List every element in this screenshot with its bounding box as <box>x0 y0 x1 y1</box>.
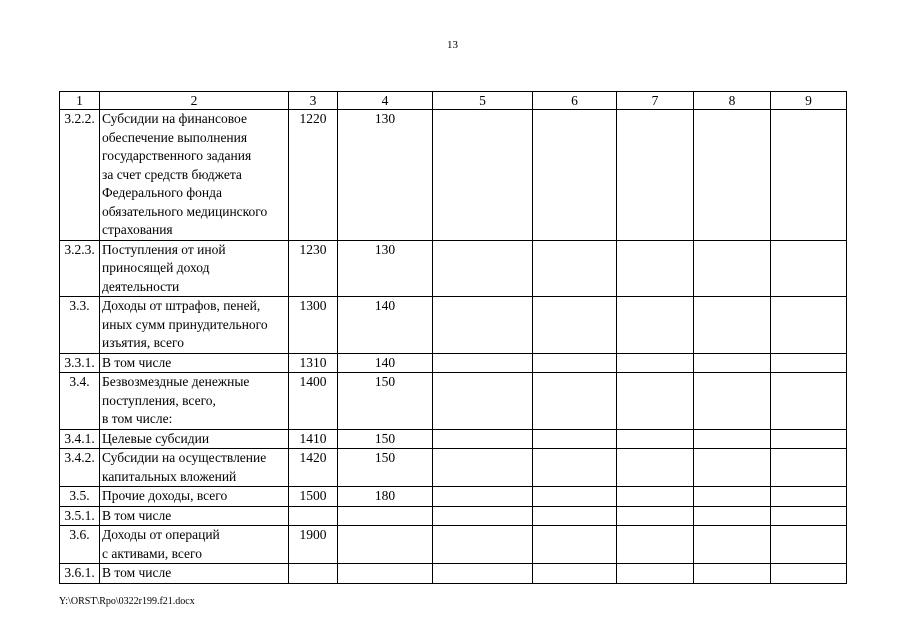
empty-value-cell <box>694 240 771 297</box>
row-description-cell <box>100 429 289 449</box>
row-description-cell <box>100 353 289 373</box>
empty-value-cell <box>617 373 694 430</box>
description-line: государственного задания <box>102 148 252 163</box>
table-row <box>60 297 847 354</box>
table-row <box>60 449 847 487</box>
empty-value-cell <box>433 353 533 373</box>
row-description-cell <box>100 487 289 507</box>
description-line: иных сумм принудительного <box>102 316 268 332</box>
description-line: поступления, всего, <box>102 392 216 408</box>
row-number-cell: 3.4.1. <box>60 429 100 449</box>
empty-value-cell <box>771 564 847 584</box>
empty-value-cell <box>771 429 847 449</box>
row-number-cell: 3.5.1. <box>60 506 100 526</box>
row-description-cell <box>100 449 289 487</box>
row-number-cell: 3.3.1. <box>60 353 100 373</box>
description-line: Доходы от штрафов, пеней, <box>102 298 261 313</box>
header-cell: 6 <box>533 92 617 110</box>
empty-value-cell <box>617 449 694 487</box>
description-line: Доходы от операций <box>102 527 220 542</box>
table-row <box>60 506 847 526</box>
description-line: с активами, всего <box>102 545 202 561</box>
empty-value-cell <box>771 526 847 564</box>
empty-value-cell <box>533 526 617 564</box>
description-line: капитальных вложений <box>102 468 237 484</box>
empty-value-cell <box>694 429 771 449</box>
row-kosgu-cell: 150 <box>338 429 433 449</box>
header-cell: 8 <box>694 92 771 110</box>
row-code-cell: 1410 <box>289 429 338 449</box>
description-line: Безвозмездные денежные <box>102 374 250 389</box>
row-number-cell: 3.5. <box>60 487 100 507</box>
row-kosgu-cell: 140 <box>338 353 433 373</box>
empty-value-cell <box>771 240 847 297</box>
empty-value-cell <box>771 506 847 526</box>
row-kosgu-cell: 150 <box>338 449 433 487</box>
empty-value-cell <box>533 353 617 373</box>
row-code-cell <box>289 564 338 584</box>
empty-value-cell <box>617 506 694 526</box>
empty-value-cell <box>771 297 847 354</box>
row-code-cell: 1900 <box>289 526 338 564</box>
empty-value-cell <box>771 487 847 507</box>
empty-value-cell <box>694 564 771 584</box>
row-code-cell: 1400 <box>289 373 338 430</box>
row-kosgu-cell <box>338 564 433 584</box>
row-description-cell <box>100 506 289 526</box>
empty-value-cell <box>617 564 694 584</box>
table-header-row <box>60 92 847 110</box>
empty-value-cell <box>433 110 533 241</box>
empty-value-cell <box>617 240 694 297</box>
empty-value-cell <box>617 297 694 354</box>
header-cell: 2 <box>100 92 289 110</box>
description-line: Целевые субсидии <box>102 430 210 446</box>
row-number-cell: 3.6.1. <box>60 564 100 584</box>
row-code-cell <box>289 506 338 526</box>
empty-value-cell <box>771 449 847 487</box>
empty-value-cell <box>533 110 617 241</box>
empty-value-cell <box>617 429 694 449</box>
empty-value-cell <box>617 526 694 564</box>
empty-value-cell <box>433 449 533 487</box>
empty-value-cell <box>533 297 617 354</box>
empty-value-cell <box>533 373 617 430</box>
file-path-footer: Y:\ORST\Rpo\0322r199.f21.docx <box>59 596 195 607</box>
empty-value-cell <box>694 297 771 354</box>
description-line: В том числе <box>102 354 172 370</box>
header-cell: 5 <box>433 92 533 110</box>
empty-value-cell <box>433 487 533 507</box>
row-description-cell <box>100 297 289 354</box>
description-line: деятельности <box>102 278 180 294</box>
row-description-cell <box>100 240 289 297</box>
row-kosgu-cell <box>338 526 433 564</box>
row-kosgu-cell: 130 <box>338 240 433 297</box>
row-number-cell: 3.2.2. <box>60 110 100 241</box>
description-line: изъятия, всего <box>102 335 184 350</box>
empty-value-cell <box>433 373 533 430</box>
empty-value-cell <box>694 110 771 241</box>
empty-value-cell <box>694 373 771 430</box>
empty-value-cell <box>433 506 533 526</box>
table-row <box>60 240 847 297</box>
description-line: В том числе <box>102 507 172 523</box>
table-row <box>60 487 847 507</box>
empty-value-cell <box>533 240 617 297</box>
table-row <box>60 526 847 564</box>
empty-value-cell <box>694 353 771 373</box>
description-line: Прочие доходы, всего <box>102 488 228 503</box>
empty-value-cell <box>694 449 771 487</box>
empty-value-cell <box>617 487 694 507</box>
empty-value-cell <box>533 449 617 487</box>
description-line: Федерального фонда <box>102 185 222 200</box>
row-code-cell: 1420 <box>289 449 338 487</box>
empty-value-cell <box>694 506 771 526</box>
table-row <box>60 110 847 241</box>
table-row <box>60 353 847 373</box>
empty-value-cell <box>433 297 533 354</box>
empty-value-cell <box>433 526 533 564</box>
row-kosgu-cell <box>338 506 433 526</box>
row-description-cell <box>100 526 289 564</box>
empty-value-cell <box>533 564 617 584</box>
description-line: Поступления от иной <box>102 241 226 257</box>
empty-value-cell <box>771 110 847 241</box>
row-code-cell: 1310 <box>289 353 338 373</box>
row-description-cell <box>100 110 289 241</box>
row-description-cell <box>100 373 289 430</box>
page-number: 13 <box>447 39 458 51</box>
empty-value-cell <box>533 506 617 526</box>
empty-value-cell <box>533 429 617 449</box>
description-line: обеспечение выполнения <box>102 129 248 145</box>
description-line: обязательного медицинского <box>102 203 268 219</box>
table-row <box>60 564 847 584</box>
empty-value-cell <box>617 110 694 241</box>
empty-value-cell <box>617 353 694 373</box>
row-kosgu-cell: 140 <box>338 297 433 354</box>
description-line: за счет средств бюджета <box>102 166 242 182</box>
row-code-cell: 1220 <box>289 110 338 241</box>
table-row <box>60 429 847 449</box>
row-code-cell: 1230 <box>289 240 338 297</box>
empty-value-cell <box>694 526 771 564</box>
empty-value-cell <box>433 240 533 297</box>
row-kosgu-cell: 180 <box>338 487 433 507</box>
header-cell: 9 <box>771 92 847 110</box>
empty-value-cell <box>533 487 617 507</box>
row-number-cell: 3.6. <box>60 526 100 564</box>
empty-value-cell <box>433 564 533 584</box>
empty-value-cell <box>694 487 771 507</box>
row-number-cell: 3.4. <box>60 373 100 430</box>
header-cell: 3 <box>289 92 338 110</box>
table-row <box>60 373 847 430</box>
row-number-cell: 3.4.2. <box>60 449 100 487</box>
description-line: в том числе: <box>102 411 173 426</box>
row-number-cell: 3.2.3. <box>60 240 100 297</box>
row-code-cell: 1500 <box>289 487 338 507</box>
description-line: Субсидии на финансовое <box>102 111 247 126</box>
empty-value-cell <box>771 373 847 430</box>
header-cell: 4 <box>338 92 433 110</box>
empty-value-cell <box>433 429 533 449</box>
income-table <box>59 91 847 584</box>
row-kosgu-cell: 150 <box>338 373 433 430</box>
header-cell: 1 <box>60 92 100 110</box>
row-code-cell: 1300 <box>289 297 338 354</box>
row-description-cell <box>100 564 289 584</box>
description-line: страхования <box>102 222 173 237</box>
description-line: Субсидии на осуществление <box>102 450 267 465</box>
description-line: В том числе <box>102 565 172 580</box>
row-kosgu-cell: 130 <box>338 110 433 241</box>
empty-value-cell <box>771 353 847 373</box>
header-cell: 7 <box>617 92 694 110</box>
description-line: приносящей доход <box>102 260 210 275</box>
row-number-cell: 3.3. <box>60 297 100 354</box>
